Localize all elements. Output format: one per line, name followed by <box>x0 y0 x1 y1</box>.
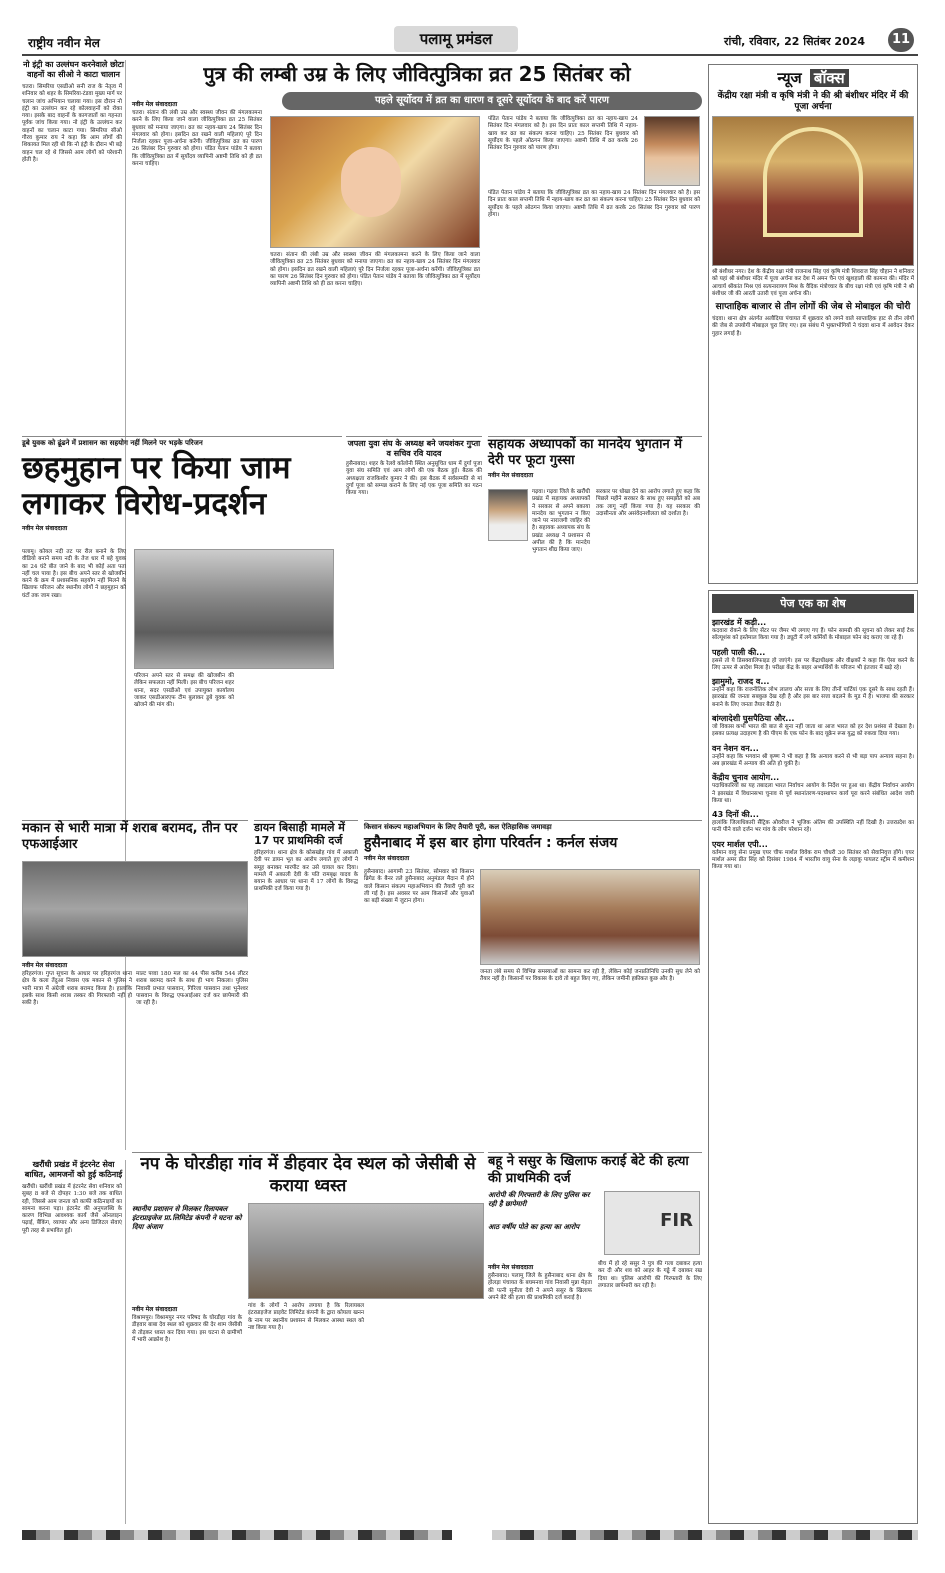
left-headline: नो इंट्री का उल्लंघन करनेवाले छोटा वाहनों का सीओ ने काटा चालान <box>23 60 124 79</box>
lead-subhead-text: पहले सूर्योदय में व्रत का धारण व दूसरे सूर्योदय के बाद करें पारण <box>374 95 609 106</box>
protest-photo <box>134 549 334 669</box>
lead-byline: नवीन मेल संवाददाता <box>132 101 178 108</box>
left-story-text: चतरा। सिमरिया एसडीओ सनी राज के नेतृत्व में शनिवार को शहर के सिमरिया-टंडवा मुख्य मार्ग पर चलान जांच अभियान चलाया गया। इस दौरान नो इंट्री का उल्लंघन कर रहे कोलवाहनों को रोका गया। इसके बाद वाहनों के कागजातों का गहनता पूर्वक जांच किया गया। नो इंट्री के उल्लंघन कर वाहनों का चलान काटा गया। सिमरिया सीओ गौरव कुमार राय ने कहा कि आम लोगों की शिकायत मिल रही थी कि नो इंट्री के दौरान भी बड़े वाहन चल रहे थे जिससे आम लोगों को परेशानी होती है। <box>22 84 122 163</box>
masthead <box>22 24 918 56</box>
sidebar-item-text: वर्तमान वायु सेना प्रमुख एयर चीफ मार्शल विवेक राम चौधरी 30 सितंबर को सेवानिवृत्त होंगे। एयर मार्शल अमर प्रीत सिंह को दिसंबर 1984 में भारतीय वायु सेना के लड़ाकू पायलट स्ट्रीम में कमीशन किया गया था। <box>712 849 914 871</box>
sidebar-item-text: उन्होंने कहा कि राजनीतिक लोभ लालच और सत्ता के लिए तीनों पार्टियां एक दूसरे के साथ रहती हैं। झारखंड की जनता सबकुछ देख रही है और इस बार सत्ता बदलने के मूड में है। भाजपा की सरकार बनाने के लिए जनता तैयार बैठी है। <box>712 687 914 708</box>
demolition-byline: नवीन मेल संवाददाता <box>132 1306 178 1313</box>
paper-name: राष्ट्रीय नवीन मेल <box>28 36 100 50</box>
temple-arch <box>763 127 863 237</box>
road-block-kicker: डूबे युवक को ढूंढने में प्रशासन का सहयोग नहीं मिलने पर भड़के परिजन <box>22 439 203 447</box>
jawla-text: हुसैनाबाद। शहर के रेलवे कॉलोनी स्थित अनुसूचित धाम में दुर्गा पूजा युवा संघ समिति एवं आम लोगों की एक बैठक हुई। बैठक की अध्यक्षता राजकिशोर कुमार ने की। इस बैठक में सर्वसम्मति से मां दुर्गा पूजा को सम्पन्न कराने के लिए नई एक पूजा समिति का गठन किया गया। <box>346 461 482 497</box>
demolition-text2: गांव के लोगों ने आरोप लगाया है कि रिलायबल इंटरप्राइजेज प्राइवेट लिमिटेड कंपनी के द्वारा कोयला खनन के नाम पर स्थानीय प्रशासन से मिलकर आस्था स्थल को नष्ट किया गया है। <box>248 1303 364 1331</box>
sidebar-item-head: 43 दिनों की... <box>712 810 759 820</box>
jawla-story <box>346 436 482 816</box>
road-block-headline: छहमुहान पर किया जाम लगाकर विरोध-प्रदर्शन <box>22 450 291 522</box>
demolition-text: विश्रामपुर। विश्रामपुर नगर परिषद के घोरडीहा गांव के डीहवार बाबा देव स्थल को शुक्रवार की देर शाम जेसीबी से तोड़कर ध्वस्त कर दिया गया। इस घटना से ग्रामीणों में भारी आक्रोश है। <box>132 1315 242 1343</box>
page-number: 11 <box>888 28 914 52</box>
dayan-text: हरिहरगंज। थाना क्षेत्र के कोसखोह गांव में अकाली देवी पर डायन भूत का आरोप लगाते हुए लोगों ने समूह बनाकर मारपीट कर उसे घायल कर दिया। मामले में अकाली देवी के पति रामबृक्ष यादव के बयान के आधार पर थाना में 17 लोगों के विरुद्ध प्राथमिकी दर्ज किया गया है। <box>254 850 358 893</box>
child-figure <box>341 147 401 217</box>
liquor-byline: नवीन मेल संवाददाता <box>22 962 68 969</box>
sidebar-title: पेज एक का शेष <box>712 594 914 613</box>
sidebar-item <box>712 676 914 709</box>
bahu-headline: बहू ने ससुर के खिलाफ कराई बेटे की हत्या की प्राथमिकी दर्ज <box>488 1154 689 1186</box>
kisan-text2: जनता लंबे समय से विभिन्न समस्याओं का सामना कर रही है, लेकिन कोई जनप्रतिनिधि उनकी सुध लेने को तैयार नहीं है। किसानों पर विकास के दावे तो बहुत किए गए, लेकिन जमीनी हकीकत कुछ और है। <box>480 969 700 983</box>
section-title: पलामू प्रमंडल <box>419 30 493 48</box>
teachers-text: गढ़वा। गढ़वा जिले के खरौंधी प्रखंड में सहायक अध्यापकों ने सरकार से अपने बकाया मानदेय का भुगतान न किए जाने पर नाराजगी जाहिर की है। सहायक अध्यापक संघ के प्रखंड अध्यक्ष ने प्रशासन से अपील की है कि मानदेय भुगतान शीघ्र किया जाए। <box>532 489 590 554</box>
bahu-bullet1: आरोपी की गिरफ्तारी के लिए पुलिस कर रही है छापेमारी <box>488 1191 590 1208</box>
temple-photo <box>712 116 914 266</box>
teacher-portrait <box>488 489 528 541</box>
sidebar-item <box>712 839 914 872</box>
pandit-photo <box>644 116 700 186</box>
lead-subhead <box>282 92 702 110</box>
kisan-byline: नवीन मेल संवाददाता <box>364 855 410 862</box>
liquor-text2: माल्ट पव्वा 180 मल का 44 पीस करीब 544 लीटर शराब बरामद करने के साथ ही भाग निकला। पुलिस निवासी प्रभात पासवान, गिरिजा पासवान तथा भुनेश्वर पासवान के विरुद्ध एफआईआर दर्ज कर छापेमारी की जा रही है। <box>136 971 248 1007</box>
sidebar-item-text: कदवारा रोकने के लिए सेंटर पर जैमर भी लगाए गए हैं। फोन सामग्री की सूचना को लेकर साई टेक सॉल्यूशंस को इस्तेमाल किया गया है। ड्यूटी में लगे कर्मियों के मोबाइल फोन बंद कराए जा रहे हैं। <box>712 628 914 642</box>
newspaper-page <box>22 24 918 1552</box>
road-block-byline: नवीन मेल संवाददाता <box>22 525 68 532</box>
sidebar-item <box>712 772 914 805</box>
sidebar-item-head: बांग्लादेशी घुसपैठिया और... <box>712 714 795 724</box>
sidebar-item <box>712 713 914 739</box>
kisan-headline: हुसैनाबाद में इस बार होगा परिवर्तन : कर्नल संजय <box>364 835 618 851</box>
liquor-story <box>22 820 248 1148</box>
registration-bar-left <box>22 1530 452 1540</box>
sidebar-item-text: पदाधिकारियों का यह तबादला भारत निर्वाचन आयोग के निर्देश पर हुआ था। केंद्रीय निर्वाचन आयोग ने झारखंड में विधानसभा चुनाव से पूर्व स्थानांतरण-पदस्थापन कार्य पूरा करने संबंधित आदेश जारी किया था। <box>712 783 914 804</box>
sidebar-item <box>712 647 914 673</box>
lead-text-right-continued: पंडित पेतान पांडेय ने बताया कि जीवित्पुत्रिका व्रत का नहाय-खाय 24 सितंबर दिन मंगलवार को है। इस दिन प्रातः काल सप्तमी तिथि में नहाय-खाय कर व्रत का संकल्प करना चाहिए। 25 सितंबर दिन बुधवार को सूर्योदय के पहले ओठगन किया जाएगा। अष्टमी तिथि में व्रत करके 26 सितंबर दिन गुरुवार को पारण होगा। <box>488 190 700 218</box>
demolition-bullet: स्थानीय प्रशासन से मिलकर रिलायबल इंटरप्राइजेज प्रा.लिमिटेड कंपनी ने घटना को दिया अंजाम <box>132 1205 242 1231</box>
sidebar-item-head: वन नेशन वन... <box>712 743 759 753</box>
jawla-headline: जपला युवा संघ के अध्यक्ष बने जयशंकर गुप्ता व सचिव रवि यादव <box>347 439 481 458</box>
sidebar-item-text: इससे तो ये डिसक्वालिफाइड हो जाएंगे। इस पर केंद्राधीक्षक और वीक्षकों ने कहा कि ऐसा करने के लिए ऊपर से आदेश मिला है। परीक्षा केंद्र के बाहर अभ्यर्थियों के परिजन भी इंतजार में खड़े रहे। <box>712 657 914 671</box>
sidebar-item-text: उन्होंने कहा कि भगवान श्री कृष्ण ने भी कहा है कि अन्याय करने से भी बड़ा पाप अन्याय सहना है। अब झारखंड में अन्याय की अति हो चुकी है। <box>712 753 914 767</box>
demolition-headline: नप के घोरडीहा गांव में डीहवार देव स्थल को जेसीबी से कराया ध्वस्त <box>140 1154 476 1196</box>
section-banner <box>394 26 518 52</box>
dayan-headline: डायन बिसाही मामले में 17 पर प्राथमिकी दर्ज <box>254 821 345 847</box>
road-block-text: पलामू। कोयल नदी तट पर रील बनाने के लिए वीडियो बनाने समय नदी के तेज धार में बहे युवक का 24 घंटे बीत जाने के बाद भी कोई अता पता नहीं चल पाया है। इस बीच अपने स्तर से खोजबीन करने के क्रम में प्रशासनिक सहयोग नहीं मिलने के खिलाफ परिजन और स्थानीय लोगों ने छहमुहान को घंटों तक जाम रखा। <box>22 549 126 599</box>
news-box-text: श्री बंशीधर नगर। देश के केंद्रीय रक्षा मंत्री राजनाथ सिंह एवं कृषि मंत्री शिवराज सिंह चौहान ने शनिवार को यहां श्री बंशीधर मंदिर में पूजा अर्चना कर देश में अमन चैन एवं खुशहाली की कामना की। मंदिर में आचार्य श्रीकांत मिश्र एवं सत्यनारायण मिश्र के वैदिक मंत्रोच्चार के बीच रक्षा मंत्री एवं कृषि मंत्री ने श्री बंशीधर जी की आरती उतारी एवं पूजा अर्चना की। <box>712 269 914 297</box>
lead-text: चतरा। संतान की लंबी उम्र और स्वस्थ्य जीवन की मंगलकामना करने के लिए किया जाने वाला जीवित्पुत्रिका व्रत 25 सितंबर बुधवार को मनाया जाएगा। व्रत का नहाय-खाय 24 सितंबर दिन मंगलवार को होगा। इसदिन व्रत रखने वाली महिलाएं पूरे दिन निर्जला रहकर पूजा-अर्चना करेंगी। जीवित्पुत्रिका व्रत का पारण 26 सितंबर दिन गुरुवार को होगा। पंडित पेतान पांडेय ने बताया कि जीवित्पुत्रिका व्रत में सूर्योदय व्यापिनी अष्टमी तिथि को ही व्रत करना चाहिए। <box>132 110 262 168</box>
sidebar-item-head: एयर मार्शल एपी... <box>712 839 768 849</box>
page-dateline: रांची, रविवार, 22 सितंबर 2024 <box>724 35 866 48</box>
lead-photo-ritual <box>270 116 480 248</box>
teachers-headline: सहायक अध्यापकों का मानदेय भुगतान में देरी पर फूटा गुस्सा <box>488 437 683 468</box>
bahu-story <box>488 1152 702 1524</box>
teachers-story <box>488 436 702 816</box>
road-block-text2: परिजन अपने स्तर से समक्ष की खोजबीन की लेकिन सफलता नहीं मिली। इस बीच परिजन शहर थाना, सदर एसडीओ एवं उपायुक्त कार्यालय जाकर एसडीआरएफ टीम बुलाकर डूबे युवक को खोजने की मांग की। <box>134 673 234 709</box>
fir-graphic <box>604 1191 700 1255</box>
sidebar-item-head: पहली पाली की... <box>712 647 766 657</box>
internet-headline: खरौंधी प्रखंड में इंटरनेट सेवा बाधित, आमजनों को हुई कठिनाई <box>24 1160 123 1179</box>
internet-story-text: खरौंधी। खरौंधी प्रखंड में इंटरनेट सेवा शनिवार को सुबह 8 बजे से दोपहर 1:30 बजे तक बाधित रही, जिससे आम जनता को काफी कठिनाइयों का सामना करना पड़ा। इंटरनेट की अनुपलब्धि के कारण विभिन्न आवश्यक कार्य जैसे ऑनलाइन पढ़ाई, बैंकिंग, व्यापार और अन्य डिजिटल सेवाएं पूरी तरह से प्रभावित हुईं। <box>22 1184 122 1234</box>
demolition-photo <box>248 1203 484 1299</box>
road-block-story <box>22 436 342 816</box>
bahu-text: हुसैनाबाद। पलामू जिले के हुसैनाबाद थाना क्षेत्र के होलड़ा पंचायत के बघमनवा गांव निवासी मुन्ना मेहता की पत्नी सुनीता देवी ने अपने ससुर के खिलाफ अपने बेटे की हत्या की प्राथमिकी दर्ज कराई है। <box>488 1273 592 1301</box>
bahu-byline: नवीन मेल संवाददाता <box>488 1264 534 1271</box>
kisan-text: हुसैनाबाद। आगामी 23 सितंबर, सोमवार को किसान ब्रिगेड के बैनर तले हुसैनाबाद अनुमंडल मैदान में होने वाले किसान संकल्प महाअभियान की तैयारी पूरी कर ली गई है। इस अवसर पर आम किसानों और युवाओं का बड़ी संख्या में जुटान होगा। <box>364 869 474 905</box>
news-box-title-a: न्यूज <box>777 69 802 87</box>
news-box-headline: केंद्रीय रक्षा मंत्री व कृषि मंत्री ने की श्री बंशीधर मंदिर में की पूजा अर्चना <box>717 91 909 112</box>
lead-headline: पुत्र की लम्बी उम्र के लिए जीवित्पुत्रिका व्रत 25 सितंबर को <box>203 62 631 86</box>
liquor-text: हरिहरगंज। गुप्त सूचना के आधार पर हरिहरगंज थाना क्षेत्र के कला तेंदुआ निवास एक मकान से पुलिस ने भारी मात्रा में अंग्रेजी शराब बरामद किया है। हालांकि इसके साथ किसी शराब तस्कर की गिरफ्तारी नहीं हो सकी है। <box>22 971 132 1007</box>
sidebar-item-head: झारखंड में कड़ी... <box>712 618 767 627</box>
kisan-story <box>364 820 702 1148</box>
sidebar-item-text: हालांकि जिलाधिकारी सैंट्रिक ओवरीज ने भूजिक अंतिम की उपस्थिति नहीं दिखी है। उत्तरप्रदेश का पानी पीने वाले दर्जन भर गांव के लोग परेशान रहे। <box>712 820 914 834</box>
liquor-photo <box>22 861 248 957</box>
bahu-bullet2: आठ वर्षीय पोते का हत्या का आरोप <box>488 1223 580 1231</box>
news-box <box>708 64 918 584</box>
teachers-byline: नवीन मेल संवाददाता <box>488 472 534 479</box>
sidebar-item <box>712 809 914 835</box>
sidebar-remainders <box>708 590 918 1524</box>
bahu-text2: बीच में हो रहे ससुर ने पुत्र की गला दबाकर हत्या कर दी और शव को आहर के गड्ढे में दबाकर रख दिया था। पुलिस आरोपी की गिरफ्तारी के लिए लगातार छापेमारी कर रही है। <box>598 1261 702 1289</box>
dayan-story <box>254 820 358 1148</box>
fir-label: FIR <box>660 1210 693 1231</box>
sidebar-item-head: केंद्रीय चुनाव आयोग... <box>712 773 780 783</box>
lead-text-continued: चतरा। संतान की लंबी उम्र और स्वस्थ्य जीवन की मंगलकामना करने के लिए किया जाने वाला जीवित्पुत्रिका व्रत 25 सितंबर बुधवार को मनाया जाएगा। व्रत का नहाय-खाय 24 सितंबर दिन मंगलवार को होगा। इसदिन व्रत रखने वाली महिलाएं पूरे दिन निर्जला रहकर पूजा-अर्चना करेंगी। जीवित्पुत्रिका व्रत का पारण 26 सितंबर दिन गुरुवार को होगा। पंडित पेतान पांडेय ने बताया कि जीवित्पुत्रिका व्रत में सूर्योदय व्यापिनी अष्टमी तिथि को ही व्रत करना चाहिए। <box>270 252 480 288</box>
kisan-kicker: किसान संकल्प महाअभियान के लिए तैयारी पूरी, कल ऐतिहासिक जमावड़ा <box>364 823 552 831</box>
sidebar-items <box>712 617 914 872</box>
sidebar-item <box>712 743 914 769</box>
lead-story <box>132 60 702 434</box>
news-box-title <box>712 68 914 88</box>
theft-text: चंदवा। थाना क्षेत्र अंतर्गत अलौदिया पंचायत में शुक्रवार को लगने वाले साप्ताहिक हाट से तीन लोगों की जेब से उपयोगी मोबाइल चुरा लिए गए। इस संबंध में भुक्तभोगियों ने चंदवा थाना में आवेदन देकर गुहार लगाई है। <box>712 316 914 337</box>
demolition-story <box>132 1152 484 1524</box>
registration-bar-right <box>492 1530 918 1540</box>
theft-headline: साप्ताहिक बाजार से तीन लोगों की जेब से मोबाइल की चोरी <box>715 302 911 313</box>
sidebar-item <box>712 617 914 643</box>
news-box-title-b: बॉक्स <box>810 69 849 87</box>
liquor-headline: मकान से भारी मात्रा में शराब बरामद, तीन पर एफआईआर <box>22 821 238 852</box>
left-column-lower <box>22 1160 126 1524</box>
kisan-photo <box>480 869 700 965</box>
sidebar-item-head: झामुमो, राजद व... <box>712 677 770 687</box>
teachers-text2: सरकार पर धोखा देने का आरोप लगाते हुए कहा कि पिछले महीने सरकार के साथ हुए समझौते को अब तक लागू नहीं किया गया है। यह सरकार की उदासीनता और असंवेदनशीलता को दर्शाता है। <box>596 489 700 517</box>
lead-text-right: पंडित पेतान पांडेय ने बताया कि जीवित्पुत्रिका व्रत का नहाय-खाय 24 सितंबर दिन मंगलवार को है। इस दिन प्रातः काल सप्तमी तिथि में नहाय-खाय कर व्रत का संकल्प करना चाहिए। 25 सितंबर दिन बुधवार को सूर्योदय के पहले ओठगन किया जाएगा। अष्टमी तिथि में व्रत करके 26 सितंबर दिन गुरुवार को पारण होगा। <box>488 116 638 152</box>
sidebar-item-text: जो विकास कभी भारत की बात से सुना नहीं जाता था आज भारत को हर देश प्रशंसा से देखता है। इसका प्रत्यक्ष उदाहरण है की पीएम के एक फोन के बाद यूक्रेन रूस युद्ध को रुकवा दिया गया। <box>712 724 914 738</box>
